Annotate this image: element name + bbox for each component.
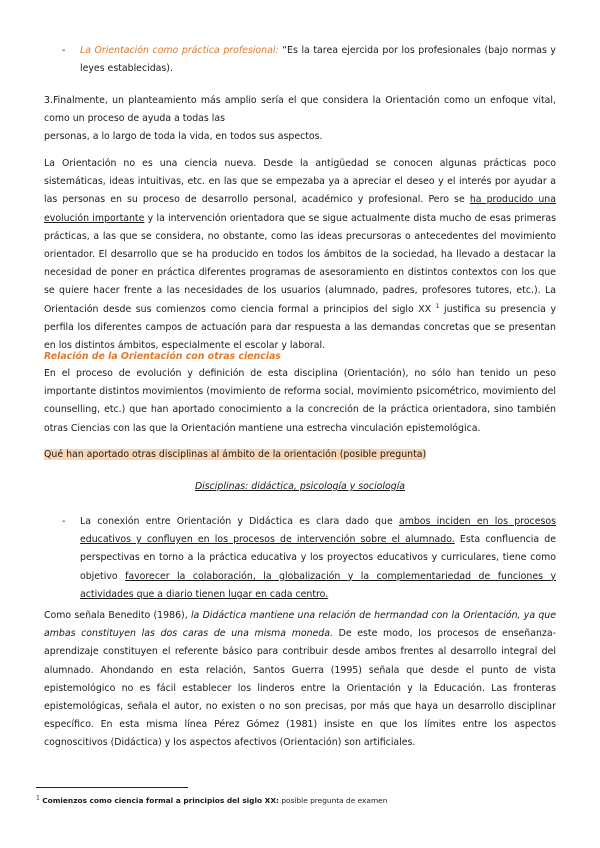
paragraph-benedito bbox=[44, 607, 556, 753]
bullet2-underlined-b: favorecer la colaboración, la globalización y la complementariedad de funciones y actividades que a diario tienen lugar en cada centro. bbox=[80, 570, 556, 600]
footnote-bold: Comienzos como ciencia formal a principios del siglo XX: bbox=[42, 796, 279, 805]
para1-text-a: La Orientación no es una ciencia nueva. Desde la antigüedad se conocen algunas prácticas poco sistemáticas, ideas intuitivas, etc. en las que se empezaba ya a apreciar el deseo y el interés por ayudar a las personas en su proceso de desarrollo personal, académico y profesional. Pero se bbox=[44, 158, 556, 206]
para3-text-b: De este modo, los procesos de enseñanza-aprendizaje constituyen el referente básico para contribuir desde ambos frentes al desarrollo integral del alumnado. Ahondando en esta relación, Santos Guerra (1995) señala que desde el punto de vista epistemológico no es fácil establecer los linderos entre la Orientación y la Educación. Las fronteras epistemológicas, señala el autor, no existen o no son precisas, por más que haya un desarrollo disciplinar específico. En esta misma línea Pérez Gómez (1981) insiste en que los límites entre los aspectos cognoscitivos (Didáctica) y los aspectos afectivos (Orientación) son artificiales. bbox=[44, 628, 556, 749]
intro-bullet-text bbox=[80, 42, 556, 78]
footnote-text: posible pregunta de examen bbox=[279, 796, 388, 805]
footnote-number: 1 bbox=[36, 794, 40, 802]
question-line bbox=[44, 446, 556, 464]
point-3-line-1: 3.Finalmente, un planteamiento más amplio sería el que considera la Orientación como un enfoque vital, como un proceso de ayuda a todas las bbox=[44, 95, 556, 125]
bullet-didactica bbox=[80, 513, 556, 604]
question-highlight: Qué han aportado otras disciplinas al ámbito de la orientación (posible pregunta) bbox=[44, 449, 427, 460]
footnote bbox=[36, 795, 387, 807]
bullet-marker: - bbox=[62, 45, 66, 56]
para3-text-a: Como señala Benedito (1986), bbox=[44, 610, 191, 621]
intro-bullet-body: “Es la tarea ejercida por los profesionales (bajo normas y leyes establecidas). bbox=[80, 45, 556, 75]
point-3-line-2: personas, a lo largo de toda la vida, en todos sus aspectos. bbox=[44, 131, 323, 143]
paragraph-history bbox=[44, 155, 556, 355]
para1-underlined: ha producido una evolución importante bbox=[44, 194, 556, 224]
section-heading-relacion: Relación de la Orientación con otras ciencias bbox=[44, 351, 281, 362]
para1-text-b: y la intervención orientadora que se sigue actualmente dista mucho de esas primeras prácticas, a las que se considera, no obstante, como las ideas precursoras o antecedentes del movimiento orientador. El desarrollo que se ha producido en todos los ámbitos de la sociedad, ha llevado a destacar la necesidad de poner en práctica diferentes programas de asesoramiento en distintos contextos con los que se quiere hacer frente a las necesidades de los usuarios (alumnado, padres, profesores tutores, etc.). La Orientación desde sus comienzos como ciencia formal a principios del siglo XX bbox=[44, 212, 556, 315]
disciplines-heading bbox=[44, 478, 556, 496]
paragraph-evolucion: En el proceso de evolución y definición de esta disciplina (Orientación), no sólo han tenido un peso importante distintos movimientos (movimiento de reforma social, movimiento psicométrico, movimiento del counselling, etc.) que han aportado conocimiento a la concreción de la práctica orientadora, sino también otras Ciencias con las que la Orientación mantiene una estrecha vinculación epistemológica. bbox=[44, 368, 556, 434]
bullet2-text-a: La conexión entre Orientación y Didáctica es clara dado que bbox=[80, 516, 399, 527]
footnote-separator bbox=[36, 787, 188, 788]
point-3-paragraph bbox=[44, 92, 556, 147]
bullet2-underlined-a: ambos inciden en los procesos educativos y confluyen en los procesos de intervención sobre el alumnado. bbox=[80, 516, 556, 546]
footnote-ref: 1 bbox=[435, 302, 440, 310]
para1-text-c: justifica su presencia y perfila los diferentes campos de actuación para dar respuesta a las demandas concretas que se presentan en los distintos ámbitos, especialmente el escolar y laboral. bbox=[44, 303, 556, 352]
bullet2-text-b: Esta confluencia de perspectivas en torno a la práctica educativa y los proyectos educativos y curriculares, tiene como objetivo bbox=[80, 534, 557, 582]
disciplines-heading-text: Disciplinas: didáctica, psicología y sociología bbox=[194, 481, 406, 492]
intro-bullet-label: La Orientación como práctica profesional: bbox=[80, 45, 279, 56]
para3-italic: la Didáctica mantiene una relación de hermandad con la Orientación, ya que ambas constituyen las dos caras de una misma moneda. bbox=[44, 610, 556, 640]
bullet-marker-2: - bbox=[62, 516, 66, 527]
